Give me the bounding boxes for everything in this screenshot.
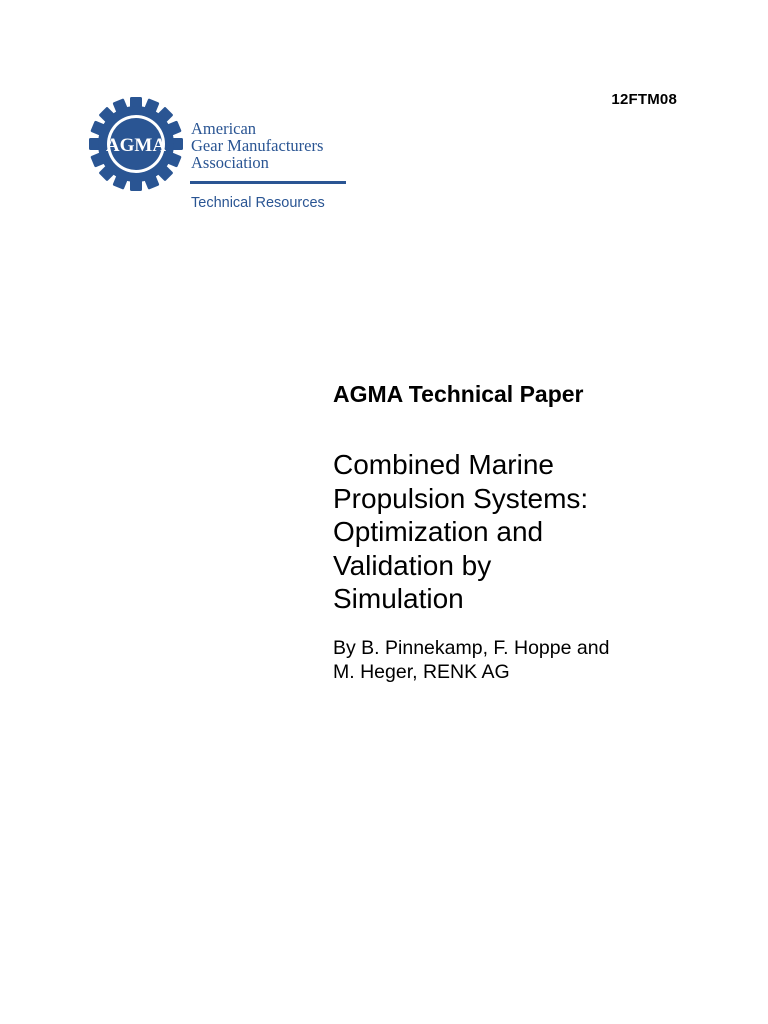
author-line-2: M. Heger, RENK AG <box>333 661 510 683</box>
org-name-line-1: American <box>191 119 257 138</box>
gear-icon <box>88 96 184 192</box>
document-code: 12FTM08 <box>611 91 677 108</box>
paper-authors <box>333 636 713 684</box>
org-name-line-2: Gear Manufacturers <box>191 136 324 155</box>
title-line-4: Validation by <box>333 549 492 581</box>
org-name <box>191 120 323 171</box>
agma-logo <box>88 96 358 221</box>
author-line-1: By B. Pinnekamp, F. Hoppe and <box>333 637 610 659</box>
title-line-1: Combined Marine <box>333 449 554 480</box>
org-name-line-3: Association <box>191 153 269 172</box>
paper-type: AGMA Technical Paper <box>333 381 584 407</box>
seal-text: AGMA <box>105 135 167 156</box>
title-line-2: Propulsion Systems: <box>333 482 589 514</box>
logo-divider <box>190 181 346 184</box>
title-line-5: Simulation <box>333 583 464 614</box>
paper-title <box>333 448 713 616</box>
logo-subtitle: Technical Resources <box>191 195 325 211</box>
title-line-3: Optimization and <box>333 516 544 547</box>
